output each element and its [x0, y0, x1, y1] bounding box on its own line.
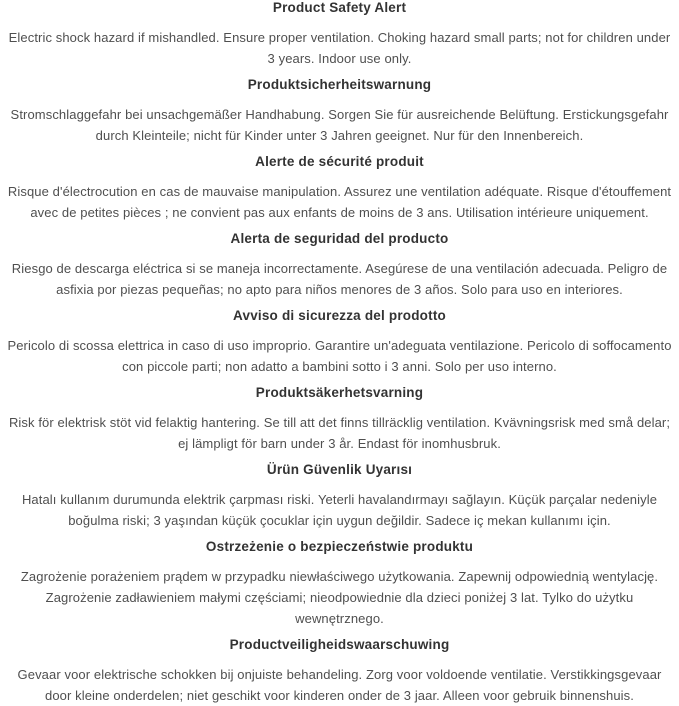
safety-section-turkish — [3, 462, 676, 531]
safety-section-swedish — [3, 385, 676, 454]
section-body-polish: Zagrożenie porażeniem prądem w przypadku niewłaściwego użytkowania. Zapewnij odpowiednią wentylację. Zagrożenie zadławieniem małymi częściami; nieodpowiednie dla dzieci poniżej 3 lat. Tylko do użytku wewnętrznego. — [20, 569, 659, 626]
section-body-italian: Pericolo di scossa elettrica in caso di uso improprio. Garantire un'adeguata ventilazione. Pericolo di soffocamento con piccole parti; non adatto a bambini sotto i 3 anni. Solo per uso interno. — [7, 338, 672, 374]
section-body-swedish: Risk för elektrisk stöt vid felaktig hantering. Se till att det finns tillräcklig ventilation. Kvävningsrisk med små delar; ej lämpligt för barn under 3 år. Endast för inomhusbruk. — [8, 415, 671, 451]
safety-section-french — [3, 154, 676, 223]
section-heading-english: Product Safety Alert — [272, 0, 407, 15]
section-heading-polish: Ostrzeżenie o bezpieczeństwie produktu — [205, 539, 474, 554]
safety-section-dutch — [3, 637, 676, 706]
section-body-french: Risque d'électrocution en cas de mauvaise manipulation. Assurez une ventilation adéquate. Risque d'étouffement avec de petites pièces ; ne convient pas aux enfants de moins de 3 ans. Utilisation intérieure uniquement. — [7, 184, 672, 220]
safety-section-polish — [3, 539, 676, 629]
safety-section-italian — [3, 308, 676, 377]
section-heading-italian: Avviso di sicurezza del prodotto — [233, 308, 446, 323]
section-body-dutch: Gevaar voor elektrische schokken bij onjuiste behandeling. Zorg voor voldoende ventilatie. Verstikkingsgevaar door kleine onderdelen; niet geschikt voor kinderen onder de 3 jaar. Alleen voor gebruik binnenshuis. — [17, 667, 662, 703]
section-heading-dutch: Productveiligheidswaarschuwing — [229, 637, 450, 652]
section-heading-swedish: Produktsäkerhetsvarning — [255, 385, 424, 400]
section-body-turkish: Hatalı kullanım durumunda elektrik çarpması riski. Yeterli havalandırmayı sağlayın. Küçük parçalar nedeniyle boğulma riski; 3 yaşından küçük çocuklar için uygun değildir. Sadece iç mekan kullanımı için. — [21, 492, 658, 528]
safety-section-english — [3, 0, 676, 69]
section-heading-french: Alerte de sécurité produit — [255, 154, 424, 169]
section-body-english: Electric shock hazard if mishandled. Ensure proper ventilation. Choking hazard small parts; not for children under 3 years. Indoor use only. — [8, 30, 671, 66]
section-heading-spanish: Alerta de seguridad del producto — [230, 231, 449, 246]
section-heading-turkish: Ürün Güvenlik Uyarısı — [266, 462, 413, 477]
safety-section-german — [3, 77, 676, 146]
section-body-spanish: Riesgo de descarga eléctrica si se maneja incorrectamente. Asegúrese de una ventilación adecuada. Peligro de asfixia por piezas pequeñas; no apto para niños menores de 3 años. Solo para uso en interiores. — [11, 261, 668, 297]
section-heading-german: Produktsicherheitswarnung — [247, 77, 432, 92]
section-body-german: Stromschlaggefahr bei unsachgemäßer Handhabung. Sorgen Sie für ausreichende Belüftung. Erstickungsgefahr durch Kleinteile; nicht für Kinder unter 3 Jahren geeignet. Nur für den Innenbereich. — [10, 107, 669, 143]
safety-section-spanish — [3, 231, 676, 300]
